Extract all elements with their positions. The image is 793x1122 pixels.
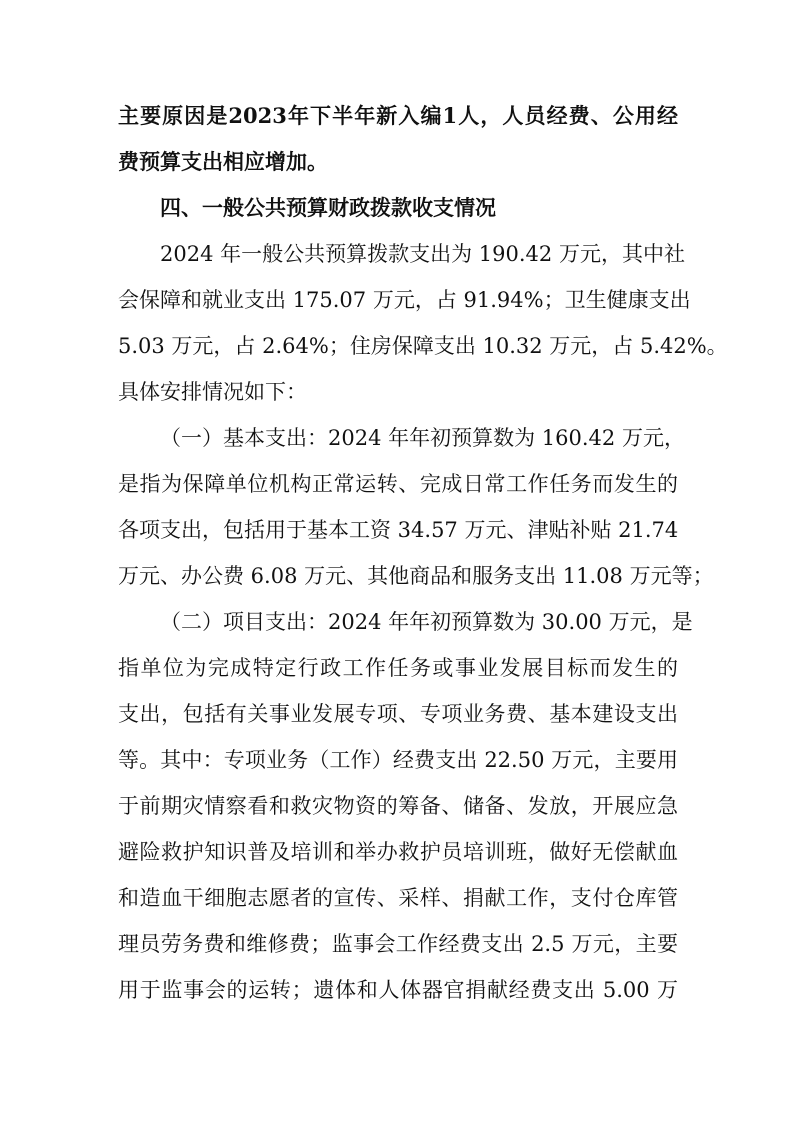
paragraph-line: （二）项目支出：2024 年年初预算数为 30.00 万元，是 (160, 610, 693, 634)
paragraph-line: 各项支出，包括用于基本工资 34.57 万元、津贴补贴 21.74 (118, 518, 679, 542)
paragraph-line: 和造血干细胞志愿者的宣传、采样、捐献工作，支付仓库管 (118, 886, 678, 910)
paragraph-line: 理员劳务费和维修费；监事会工作经费支出 2.5 万元，主要 (118, 932, 678, 956)
paragraph-line: 主要原因是2023年下半年新入编1人，人员经费、公用经 (118, 103, 678, 128)
paragraph-line: 用于监事会的运转；遗体和人体器官捐献经费支出 5.00 万 (118, 978, 678, 1002)
paragraph-line: 5.03 万元，占 2.64%；住房保障支出 10.32 万元，占 5.42%。 (118, 334, 728, 358)
paragraph-line: 2024 年一般公共预算拨款支出为 190.42 万元，其中社 (160, 242, 685, 266)
paragraph-line: 于前期灾情察看和救灾物资的筹备、储备、发放，开展应急 (118, 794, 678, 818)
paragraph-line: 避险救护知识普及培训和举办救护员培训班，做好无偿献血 (118, 840, 678, 864)
paragraph-line: 万元、办公费 6.08 万元、其他商品和服务支出 11.08 万元等； (118, 564, 714, 588)
paragraph-line: 等。其中：专项业务（工作）经费支出 22.50 万元，主要用 (118, 748, 678, 772)
paragraph-line: （一）基本支出：2024 年年初预算数为 160.42 万元， (160, 426, 685, 450)
paragraph-line: 费预算支出相应增加。 (118, 149, 328, 174)
paragraph-line: 指单位为完成特定行政工作任务或事业发展目标而发生的 (118, 656, 678, 680)
paragraph-line: 支出，包括有关事业发展专项、专项业务费、基本建设支出 (118, 702, 678, 726)
paragraph-line: 会保障和就业支出 175.07 万元，占 91.94%；卫生健康支出 (118, 288, 691, 312)
paragraph-line: 是指为保障单位机构正常运转、完成日常工作任务而发生的 (118, 472, 678, 496)
section-heading: 四、一般公共预算财政拨款收支情况 (160, 195, 496, 220)
paragraph-line: 具体安排情况如下： (118, 380, 307, 404)
